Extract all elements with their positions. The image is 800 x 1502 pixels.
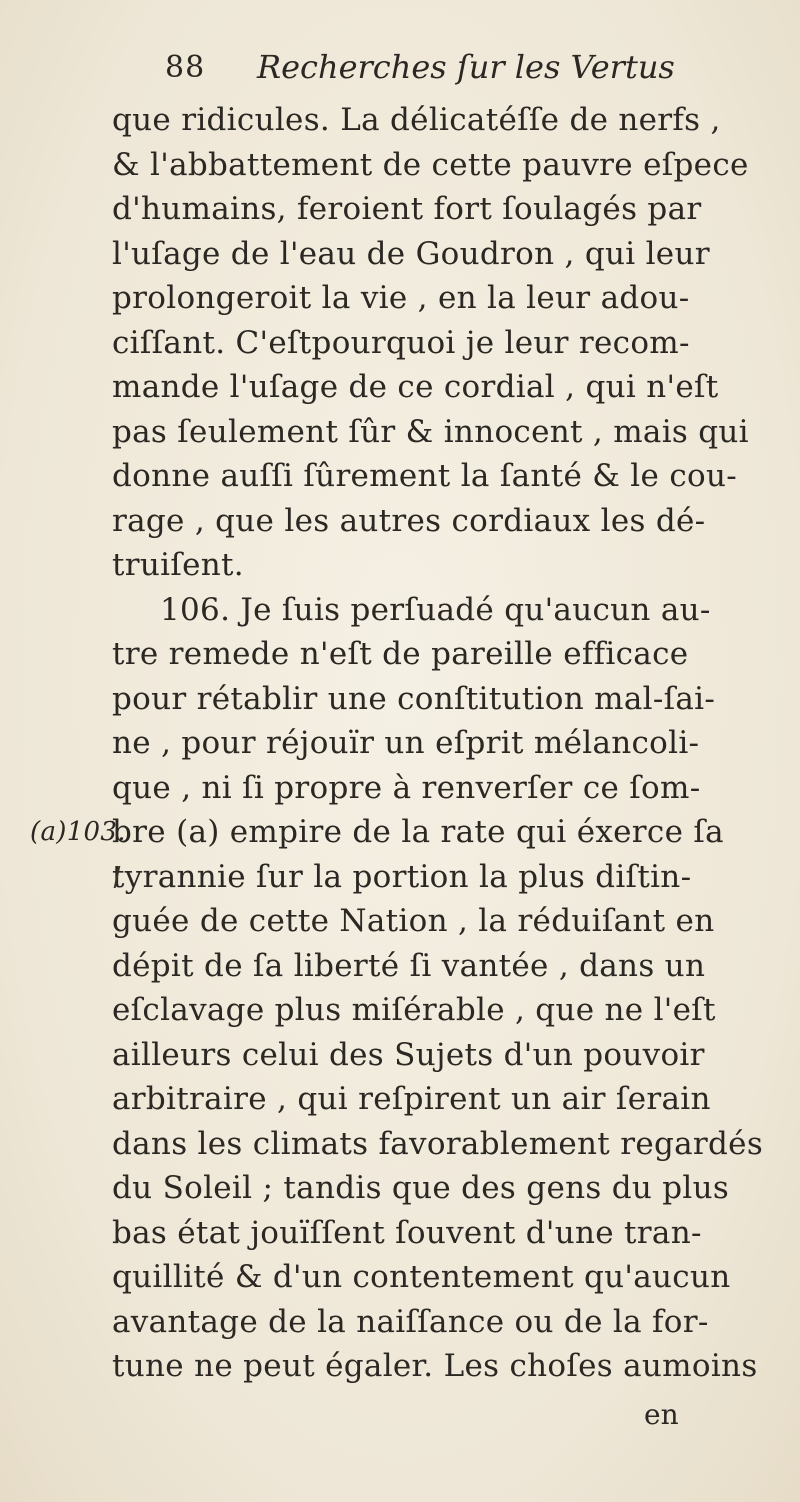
- text-line: dans les climats favorablement regardés: [112, 1125, 764, 1162]
- text-line: arbitraire , qui reſpirent un air ſerain: [112, 1081, 711, 1117]
- body-text: [30, 98, 792, 1389]
- text-line: l'uſage de l'eau de Goudron , qui leur: [112, 235, 710, 272]
- text-line: pour rétablir une conſtitution mal-ſai-: [112, 680, 716, 717]
- page-number: 88: [165, 50, 206, 85]
- text-line: quillité & d'un contentement qu'aucun: [112, 1259, 731, 1295]
- text-line: eſclavage plus miſérable , que ne l'eſt: [112, 992, 716, 1028]
- page-header: [165, 44, 685, 94]
- text-line: tune ne peut égaler. Les choſes aumoins: [112, 1348, 758, 1384]
- text-line: bas état jouïſſent ſouvent d'une tran-: [112, 1214, 702, 1251]
- catchword: en: [644, 1398, 679, 1431]
- text-line: que , ni ſi propre à renverſer ce ſom-: [112, 769, 701, 806]
- paragraph-start-line: 106. Je ſuis perſuadé qu'aucun au-: [160, 591, 711, 628]
- text-line: rage , que les autres cordiaux les dé-: [112, 502, 706, 539]
- text-line: truiſent.: [112, 547, 244, 583]
- text-line: ailleurs celui des Sujets d'un pouvoir: [112, 1036, 705, 1073]
- text-line: que ridicules. La délicatéſſe de nerfs ,: [112, 102, 721, 138]
- text-line: ciſſant. C'eſtpourquoi je leur recom-: [112, 324, 690, 361]
- text-line: dépit de ſa liberté ſi vantée , dans un: [112, 947, 706, 984]
- text-line: mande l'uſage de ce cordial , qui n'eſt: [112, 369, 719, 405]
- marginal-note: (a)103.: [30, 817, 126, 847]
- text-line: ne , pour réjouïr un eſprit mélancoli-: [112, 725, 700, 761]
- text-line: bre (a) empire de la rate qui éxerce ſa: [112, 814, 724, 850]
- text-line: du Soleil ; tandis que des gens du plus: [112, 1170, 730, 1206]
- text-line: tyrannie ſur la portion la plus diſtin-: [112, 858, 692, 895]
- text-line: guée de cette Nation , la réduiſant en: [112, 903, 715, 939]
- text-line-with-note: [30, 810, 792, 855]
- text-line: prolongeroit la vie , en la leur adou-: [112, 280, 690, 316]
- text-line: tre remede n'eſt de pareille efficace: [112, 636, 689, 672]
- text-line: d'humains, feroient fort ſoulagés par: [112, 191, 702, 227]
- text-line: donne auſſi ſûrement la ſanté & le cou-: [112, 458, 737, 494]
- running-title: Recherches ſur les Vertus: [257, 48, 675, 86]
- text-line: pas ſeulement ſûr & innocent , mais qui: [112, 413, 749, 450]
- text-line: & l'abbattement de cette pauvre eſpece: [112, 146, 749, 183]
- text-line: avantage de la naiſſance ou de la for-: [112, 1303, 709, 1340]
